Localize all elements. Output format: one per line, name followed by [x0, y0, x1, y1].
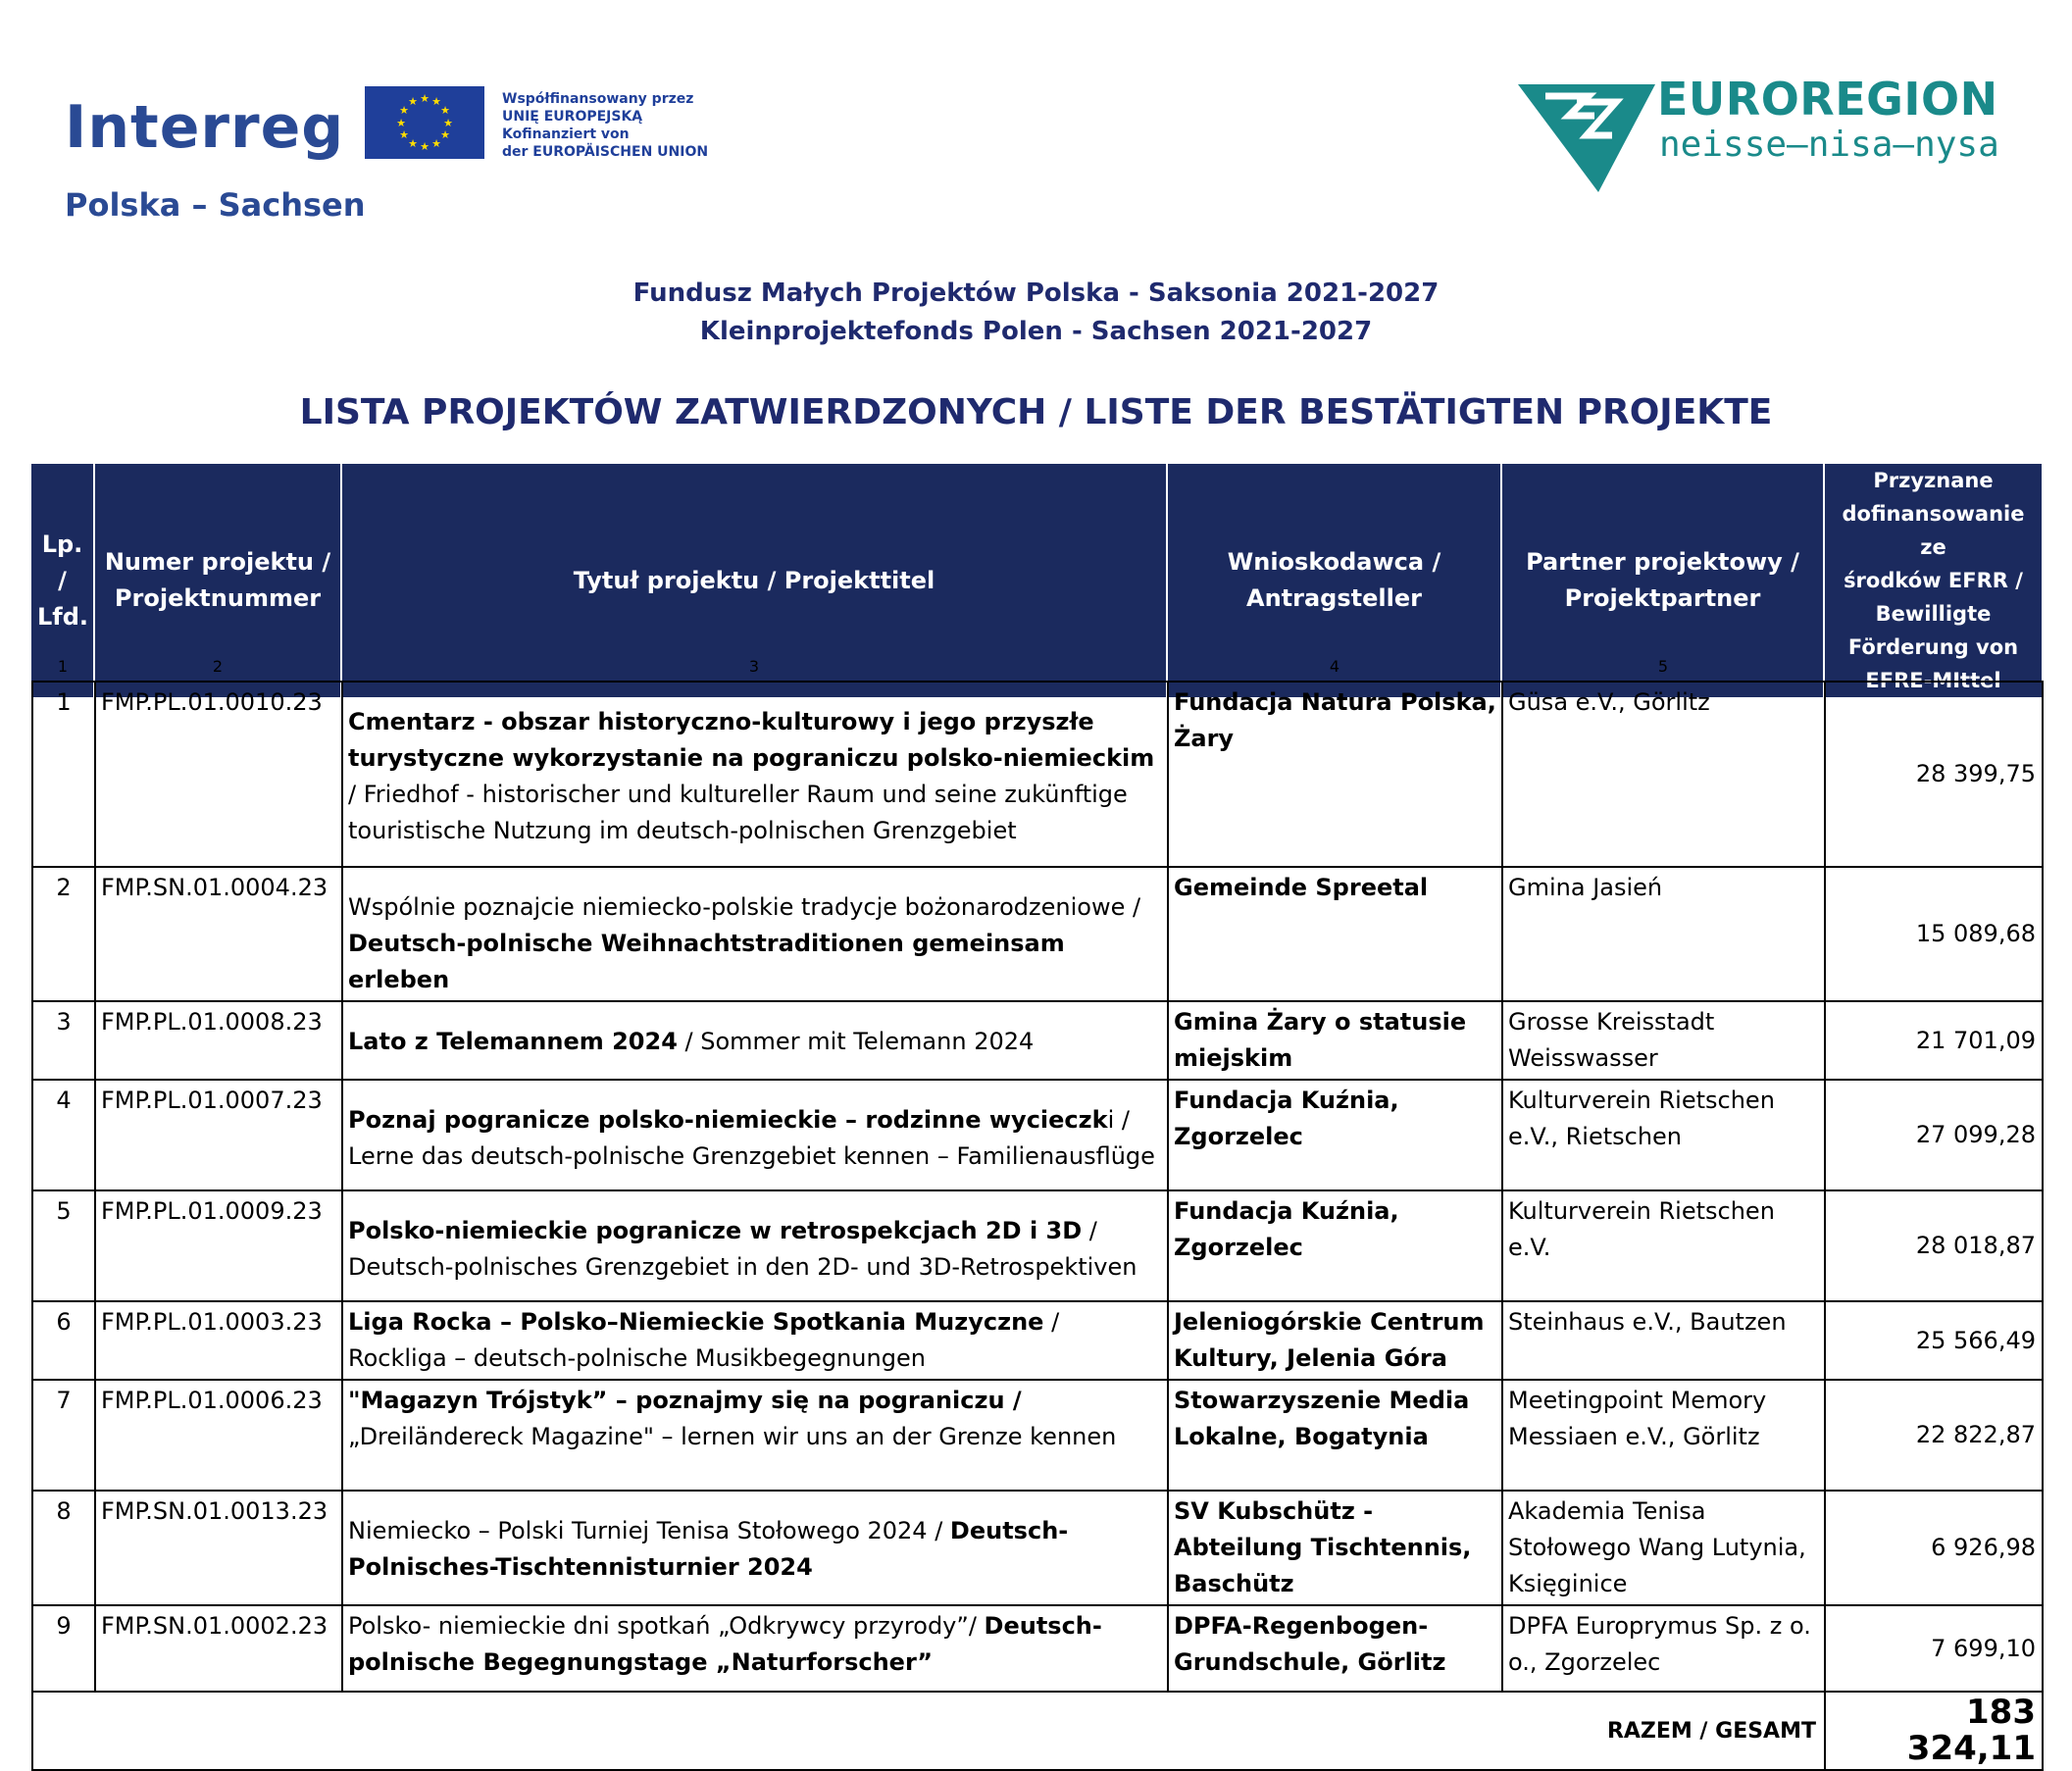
cell-title — [342, 682, 1168, 867]
total-value: 183 324,11 — [1825, 1692, 2043, 1770]
header-text: Lp. — [41, 530, 83, 558]
header-text: EFRE-MIttel — [1865, 669, 2001, 692]
title-normal: Lerne das deutsch-polnische Grenzgebiet kennen – Familienausflüge — [348, 1142, 1155, 1170]
cell-applicant: Fundacja Kuźnia, Zgorzelec — [1168, 1190, 1502, 1301]
title-bold: Polsko-niemieckie pogranicze w retrospekcjach 2D i 3D — [348, 1217, 1083, 1244]
cell-lp: 2 — [32, 867, 95, 1001]
cell-amount: 25 566,49 — [1825, 1301, 2043, 1380]
cell-number: FMP.PL.01.0006.23 — [95, 1380, 342, 1491]
title-separator: / — [1125, 893, 1141, 921]
title-separator: / — [968, 1612, 985, 1640]
cell-number: FMP.PL.01.0003.23 — [95, 1301, 342, 1380]
title-normal: Niemiecko – Polski Turniej Tenisa Stołowego 2024 — [348, 1517, 928, 1544]
title-separator: / — [677, 1028, 701, 1055]
projects-table — [31, 681, 2044, 1771]
eu-cofinance-text — [502, 90, 708, 161]
header-text: Förderung von — [1847, 635, 2019, 659]
cell-number: FMP.PL.01.0010.23 — [95, 682, 342, 867]
header-text: dofinansowanie ze — [1842, 502, 2025, 559]
title-separator: / — [1082, 1217, 1097, 1244]
title-bold: Deutsch-Polnisches-Tischtennisturnier 2024 — [348, 1517, 1069, 1581]
title-normal: Wspólnie poznajcie niemiecko-polskie tradycje bożonarodzeniowe — [348, 893, 1126, 921]
cell-number: FMP.SN.01.0004.23 — [95, 867, 342, 1001]
cell-title — [342, 1380, 1168, 1491]
cell-lp: 9 — [32, 1605, 95, 1692]
table-row — [32, 867, 2043, 1001]
cell-applicant: SV Kubschütz - Abteilung Tischtennis, Baschütz — [1168, 1491, 1502, 1605]
cell-title — [342, 1080, 1168, 1190]
cell-partner: Güsa e.V., Görlitz — [1502, 682, 1825, 867]
cell-amount: 28 399,75 — [1825, 682, 2043, 867]
cell-applicant: Fundacja Kuźnia, Zgorzelec — [1168, 1080, 1502, 1190]
title-bold: "Magazyn Trójstyk” – poznajmy się na pograniczu / — [348, 1387, 1022, 1414]
cell-title — [342, 1001, 1168, 1080]
title-separator: / — [348, 781, 364, 808]
svg-text:★: ★ — [431, 95, 441, 108]
svg-text:★: ★ — [408, 95, 418, 108]
interreg-subtitle: Polska – Sachsen — [65, 186, 366, 224]
title-normal: Friedhof - historischer und kultureller Raum und seine zukünftige touristische Nutzung im deutsch-polnischen Grenzgebiet — [348, 781, 1128, 844]
title-normal: Sommer mit Telemann 2024 — [700, 1028, 1035, 1055]
svg-text:★: ★ — [408, 137, 418, 150]
table-row — [32, 1380, 2043, 1491]
cell-applicant: DPFA-Regenbogen-Grundschule, Görlitz — [1168, 1605, 1502, 1692]
cell-amount: 22 822,87 — [1825, 1380, 2043, 1491]
column-number: 1 — [57, 657, 69, 676]
cell-amount: 28 018,87 — [1825, 1190, 2043, 1301]
header-text: / — [58, 566, 67, 594]
header-text: Przyznane — [1873, 469, 1994, 492]
cell-partner: Grosse Kreisstadt Weisswasser — [1502, 1001, 1825, 1080]
cell-title — [342, 1301, 1168, 1380]
cell-partner: Kulturverein Rietschen e.V., Rietschen — [1502, 1080, 1825, 1190]
svg-text:★: ★ — [399, 128, 409, 141]
cell-partner: Meetingpoint Memory Messiaen e.V., Görlitz — [1502, 1380, 1825, 1491]
svg-text:★: ★ — [431, 137, 441, 150]
title-normal: „Dreiländereck Magazine" – lernen wir uns an der Grenze kennen — [348, 1423, 1117, 1450]
cell-lp: 6 — [32, 1301, 95, 1380]
column-numbers — [31, 657, 2042, 679]
svg-text:★: ★ — [443, 117, 453, 129]
total-row — [32, 1692, 2043, 1770]
title-bold: Cmentarz - obszar historyczno-kulturowy i jego przyszłe turystyczne wykorzystanie na pograniczu polsko-niemieckim — [348, 708, 1155, 772]
table-row — [32, 1605, 2043, 1692]
title-bold: Poznaj pogranicze polsko-niemieckie – rodzinne wycieczk — [348, 1106, 1108, 1134]
cell-lp: 3 — [32, 1001, 95, 1080]
svg-text:★: ★ — [396, 117, 406, 129]
fund-title-de: Kleinprojektefonds Polen - Sachsen 2021-2027 — [699, 317, 1373, 346]
cell-applicant: Jeleniogórskie Centrum Kultury, Jelenia Góra — [1168, 1301, 1502, 1380]
cell-title — [342, 1605, 1168, 1692]
cell-lp: 4 — [32, 1080, 95, 1190]
cell-number: FMP.SN.01.0002.23 — [95, 1605, 342, 1692]
header-text: Partner projektowy / — [1526, 548, 1799, 576]
title-separator: / — [927, 1517, 950, 1544]
svg-text:★: ★ — [399, 104, 409, 117]
svg-text:★: ★ — [420, 140, 430, 153]
cell-partner: Gmina Jasień — [1502, 867, 1825, 1001]
cell-number: FMP.SN.01.0013.23 — [95, 1491, 342, 1605]
interreg-wordmark: Interreg — [65, 93, 345, 162]
cell-partner: Steinhaus e.V., Bautzen — [1502, 1301, 1825, 1380]
eu-flag-icon — [365, 86, 484, 159]
cell-partner: Kulturverein Rietschen e.V. — [1502, 1190, 1825, 1301]
table-row — [32, 1080, 2043, 1190]
cell-number: FMP.PL.01.0008.23 — [95, 1001, 342, 1080]
svg-text:★: ★ — [440, 104, 450, 117]
header-text: Wnioskodawca / — [1227, 548, 1441, 576]
cell-amount: 15 089,68 — [1825, 867, 2043, 1001]
title-normal: Polsko- niemieckie dni spotkań „Odkrywcy przyrody” — [348, 1612, 969, 1640]
title-normal: Rockliga – deutsch-polnische Musikbegegnungen — [348, 1344, 926, 1372]
column-number: 4 — [1329, 657, 1340, 676]
header-text: Tytuł projektu / Projekttitel — [573, 566, 935, 594]
cell-partner: Akademia Tenisa Stołowego Wang Lutynia, Księginice — [1502, 1491, 1825, 1605]
header-text: środków EFRR / — [1844, 569, 2023, 592]
total-label: RAZEM / GESAMT — [32, 1692, 1825, 1770]
svg-text:★: ★ — [440, 128, 450, 141]
cell-title — [342, 867, 1168, 1001]
cell-lp: 7 — [32, 1380, 95, 1491]
cell-amount: 21 701,09 — [1825, 1001, 2043, 1080]
table-row — [32, 1001, 2043, 1080]
cell-number: FMP.PL.01.0009.23 — [95, 1190, 342, 1301]
euroregion-title: EUROREGION — [1657, 73, 1998, 126]
header-text: Antragsteller — [1246, 584, 1422, 612]
title-separator: / — [1043, 1308, 1060, 1336]
header-text: Numer projektu / — [104, 548, 331, 576]
cell-applicant: Gmina Żary o statusie miejskim — [1168, 1001, 1502, 1080]
eu-text-line: Współfinansowany przez — [502, 91, 694, 107]
table-row — [32, 1491, 2043, 1605]
cell-title — [342, 1190, 1168, 1301]
table-row — [32, 1301, 2043, 1380]
page-title: LISTA PROJEKTÓW ZATWIERDZONYCH / LISTE DER BESTÄTIGTEN PROJEKTE — [299, 392, 1773, 432]
cell-lp: 1 — [32, 682, 95, 867]
column-number: 3 — [748, 657, 760, 676]
cell-amount: 6 926,98 — [1825, 1491, 2043, 1605]
cell-title — [342, 1491, 1168, 1605]
cell-partner: DPFA Europrymus Sp. z o. o., Zgorzelec — [1502, 1605, 1825, 1692]
cell-applicant: Gemeinde Spreetal — [1168, 867, 1502, 1001]
title-bold: Deutsch-polnische Begegnungstage „Naturforscher” — [348, 1612, 1102, 1676]
euroregion-logo-icon — [1518, 82, 1655, 194]
cell-applicant: Fundacja Natura Polska, Żary — [1168, 682, 1502, 867]
title-bold: Lato z Telemannem 2024 — [348, 1028, 678, 1055]
table-row — [32, 682, 2043, 867]
title-separator: i / — [1107, 1106, 1130, 1134]
cell-amount: 27 099,28 — [1825, 1080, 2043, 1190]
eu-text-line: Kofinanziert von — [502, 126, 630, 142]
header-text: Projektnummer — [114, 584, 322, 612]
eu-text-line: der EUROPÄISCHEN UNION — [502, 144, 709, 160]
title-bold: Liga Rocka – Polsko–Niemieckie Spotkania Muzyczne — [348, 1308, 1044, 1336]
title-normal: Deutsch-polnisches Grenzgebiet in den 2D- und 3D-Retrospektiven — [348, 1253, 1137, 1281]
title-bold: Deutsch-polnische Weihnachtstraditionen gemeinsam erleben — [348, 930, 1065, 993]
header-text: Lfd. — [37, 602, 89, 631]
svg-text:★: ★ — [420, 92, 430, 105]
euroregion-subtitle: neisse–nisa–nysa — [1659, 125, 1999, 165]
cell-applicant: Stowarzyszenie Media Lokalne, Bogatynia — [1168, 1380, 1502, 1491]
header-text: Projektpartner — [1564, 584, 1761, 612]
cell-lp: 5 — [32, 1190, 95, 1301]
cell-amount: 7 699,10 — [1825, 1605, 2043, 1692]
cell-lp: 8 — [32, 1491, 95, 1605]
interreg-logo — [65, 93, 345, 162]
cell-number: FMP.PL.01.0007.23 — [95, 1080, 342, 1190]
column-number: 2 — [212, 657, 224, 676]
table-row — [32, 1190, 2043, 1301]
header-text: Bewilligte — [1875, 602, 1992, 626]
eu-text-line: UNIĘ EUROPEJSKĄ — [502, 109, 643, 125]
fund-title-pl: Fundusz Małych Projektów Polska - Saksonia 2021-2027 — [632, 278, 1440, 308]
column-number: 5 — [1657, 657, 1669, 676]
